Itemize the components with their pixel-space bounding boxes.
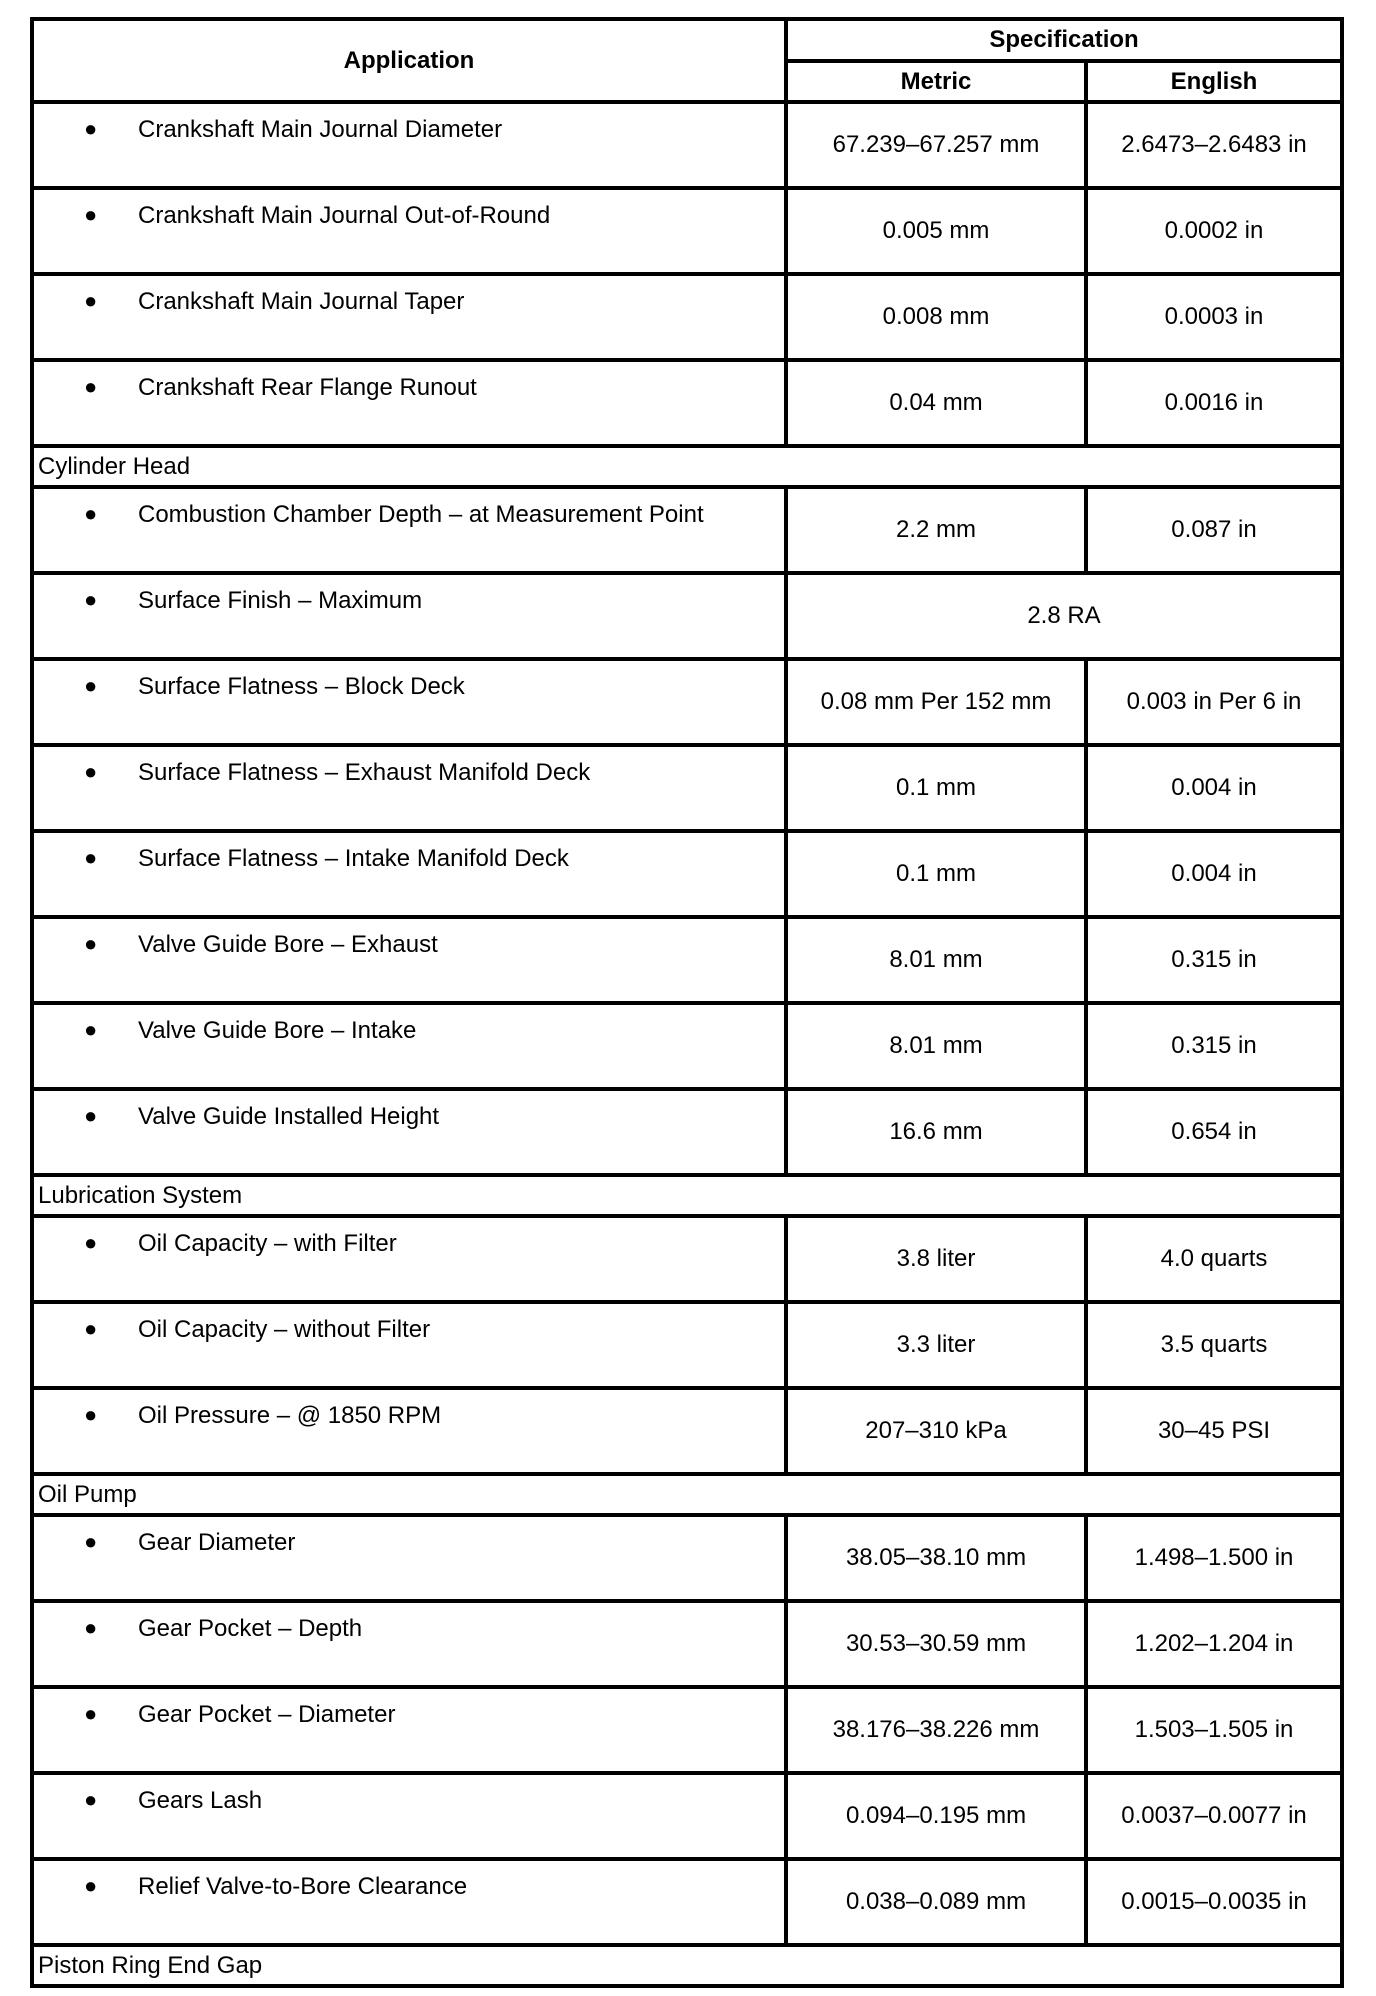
table-row xyxy=(32,831,1342,917)
metric-value: 0.094–0.195 mm xyxy=(786,1773,1086,1859)
header-application: Application xyxy=(32,19,786,102)
english-value: 1.503–1.505 in xyxy=(1086,1687,1342,1773)
bullet-icon: ● xyxy=(84,587,98,612)
metric-value: 8.01 mm xyxy=(786,1003,1086,1089)
section-title: Piston Ring End Gap xyxy=(32,1945,1342,1986)
table-row xyxy=(32,1601,1342,1687)
application-label: Crankshaft Rear Flange Runout xyxy=(138,374,477,401)
application-label: Valve Guide Bore – Intake xyxy=(138,1017,417,1044)
table-row xyxy=(32,274,1342,360)
application-cell xyxy=(32,1089,786,1175)
table-row xyxy=(32,745,1342,831)
application-cell xyxy=(32,659,786,745)
table-row xyxy=(32,917,1342,1003)
metric-value: 0.08 mm Per 152 mm xyxy=(786,659,1086,745)
application-label: Gear Diameter xyxy=(138,1529,296,1556)
english-value: 0.315 in xyxy=(1086,917,1342,1003)
section-row xyxy=(32,446,1342,487)
bullet-icon: ● xyxy=(84,374,98,399)
table-row xyxy=(32,1859,1342,1945)
english-value: 4.0 quarts xyxy=(1086,1216,1342,1302)
table-row xyxy=(32,1003,1342,1089)
english-value: 0.004 in xyxy=(1086,745,1342,831)
table-row xyxy=(32,1687,1342,1773)
bullet-icon: ● xyxy=(84,1529,98,1554)
application-cell xyxy=(32,1515,786,1601)
application-label: Oil Pressure – @ 1850 RPM xyxy=(138,1402,442,1429)
metric-value: 67.239–67.257 mm xyxy=(786,102,1086,188)
english-value: 0.315 in xyxy=(1086,1003,1342,1089)
table-row xyxy=(32,1216,1342,1302)
application-label: Oil Capacity – with Filter xyxy=(138,1230,397,1257)
table-header xyxy=(32,19,1342,102)
application-cell xyxy=(32,1773,786,1859)
table-row xyxy=(32,102,1342,188)
bullet-icon: ● xyxy=(84,1701,98,1726)
bullet-icon: ● xyxy=(84,759,98,784)
bullet-icon: ● xyxy=(84,501,98,526)
table-row xyxy=(32,1302,1342,1388)
application-cell xyxy=(32,188,786,274)
application-cell xyxy=(32,1388,786,1474)
bullet-icon: ● xyxy=(84,1873,98,1898)
bullet-icon: ● xyxy=(84,1787,98,1812)
section-row xyxy=(32,1175,1342,1216)
bullet-icon: ● xyxy=(84,1316,98,1341)
application-label: Surface Flatness – Exhaust Manifold Deck xyxy=(138,759,591,786)
table-row xyxy=(32,1773,1342,1859)
application-cell xyxy=(32,1302,786,1388)
english-value: 3.5 quarts xyxy=(1086,1302,1342,1388)
metric-value: 8.01 mm xyxy=(786,917,1086,1003)
section-title: Cylinder Head xyxy=(32,446,1342,487)
english-value: 0.0015–0.0035 in xyxy=(1086,1859,1342,1945)
english-value: 30–45 PSI xyxy=(1086,1388,1342,1474)
application-cell xyxy=(32,831,786,917)
section-title: Lubrication System xyxy=(32,1175,1342,1216)
english-value: 0.0016 in xyxy=(1086,360,1342,446)
english-value: 0.003 in Per 6 in xyxy=(1086,659,1342,745)
application-cell xyxy=(32,1601,786,1687)
table-row xyxy=(32,1515,1342,1601)
application-label: Surface Flatness – Block Deck xyxy=(138,673,465,700)
bullet-icon: ● xyxy=(84,1615,98,1640)
english-value: 0.654 in xyxy=(1086,1089,1342,1175)
metric-value: 0.005 mm xyxy=(786,188,1086,274)
bullet-icon: ● xyxy=(84,931,98,956)
english-value: 0.0002 in xyxy=(1086,188,1342,274)
application-label: Valve Guide Installed Height xyxy=(138,1103,440,1130)
english-value: 0.004 in xyxy=(1086,831,1342,917)
bullet-icon: ● xyxy=(84,845,98,870)
section-row xyxy=(32,1474,1342,1515)
metric-value: 16.6 mm xyxy=(786,1089,1086,1175)
metric-value: 0.04 mm xyxy=(786,360,1086,446)
bullet-icon: ● xyxy=(84,1230,98,1255)
application-label: Crankshaft Main Journal Taper xyxy=(138,288,465,315)
english-value: 1.498–1.500 in xyxy=(1086,1515,1342,1601)
application-cell xyxy=(32,1859,786,1945)
application-cell xyxy=(32,360,786,446)
application-label: Gears Lash xyxy=(138,1787,263,1814)
application-label: Valve Guide Bore – Exhaust xyxy=(138,931,438,958)
bullet-icon: ● xyxy=(84,202,98,227)
combined-value: 2.8 RA xyxy=(786,573,1342,659)
application-cell xyxy=(32,1687,786,1773)
application-cell xyxy=(32,917,786,1003)
metric-value: 0.038–0.089 mm xyxy=(786,1859,1086,1945)
table-row xyxy=(32,573,1342,659)
bullet-icon: ● xyxy=(84,288,98,313)
metric-value: 0.1 mm xyxy=(786,831,1086,917)
metric-value: 3.8 liter xyxy=(786,1216,1086,1302)
english-value: 0.0003 in xyxy=(1086,274,1342,360)
table-row xyxy=(32,1388,1342,1474)
table-row xyxy=(32,487,1342,573)
application-label: Combustion Chamber Depth – at Measurement Point xyxy=(138,501,704,528)
application-cell xyxy=(32,1216,786,1302)
english-value: 2.6473–2.6483 in xyxy=(1086,102,1342,188)
bullet-icon: ● xyxy=(84,1103,98,1128)
application-cell xyxy=(32,487,786,573)
application-label: Surface Finish – Maximum xyxy=(138,587,423,614)
metric-value: 38.05–38.10 mm xyxy=(786,1515,1086,1601)
application-label: Oil Capacity – without Filter xyxy=(138,1316,431,1343)
metric-value: 207–310 kPa xyxy=(786,1388,1086,1474)
application-cell xyxy=(32,274,786,360)
header-metric: Metric xyxy=(786,61,1086,102)
application-label: Crankshaft Main Journal Out-of-Round xyxy=(138,202,551,229)
application-cell xyxy=(32,1003,786,1089)
bullet-icon: ● xyxy=(84,1017,98,1042)
metric-value: 2.2 mm xyxy=(786,487,1086,573)
application-label: Gear Pocket – Diameter xyxy=(138,1701,396,1728)
table-row xyxy=(32,1089,1342,1175)
section-title: Oil Pump xyxy=(32,1474,1342,1515)
application-label: Relief Valve-to-Bore Clearance xyxy=(138,1873,468,1900)
application-cell xyxy=(32,745,786,831)
bullet-icon: ● xyxy=(84,1402,98,1427)
metric-value: 0.1 mm xyxy=(786,745,1086,831)
application-cell xyxy=(32,573,786,659)
table-row xyxy=(32,188,1342,274)
table-body xyxy=(32,102,1342,1986)
application-cell xyxy=(32,102,786,188)
application-label: Crankshaft Main Journal Diameter xyxy=(138,116,503,143)
specification-table xyxy=(30,17,1344,1988)
application-label: Gear Pocket – Depth xyxy=(138,1615,363,1642)
english-value: 0.0037–0.0077 in xyxy=(1086,1773,1342,1859)
english-value: 0.087 in xyxy=(1086,487,1342,573)
metric-value: 38.176–38.226 mm xyxy=(786,1687,1086,1773)
application-label: Surface Flatness – Intake Manifold Deck xyxy=(138,845,569,872)
metric-value: 0.008 mm xyxy=(786,274,1086,360)
header-english: English xyxy=(1086,61,1342,102)
metric-value: 3.3 liter xyxy=(786,1302,1086,1388)
header-specification: Specification xyxy=(786,19,1342,61)
table-row xyxy=(32,659,1342,745)
table-row xyxy=(32,360,1342,446)
section-row xyxy=(32,1945,1342,1986)
bullet-icon: ● xyxy=(84,116,98,141)
metric-value: 30.53–30.59 mm xyxy=(786,1601,1086,1687)
bullet-icon: ● xyxy=(84,673,98,698)
english-value: 1.202–1.204 in xyxy=(1086,1601,1342,1687)
